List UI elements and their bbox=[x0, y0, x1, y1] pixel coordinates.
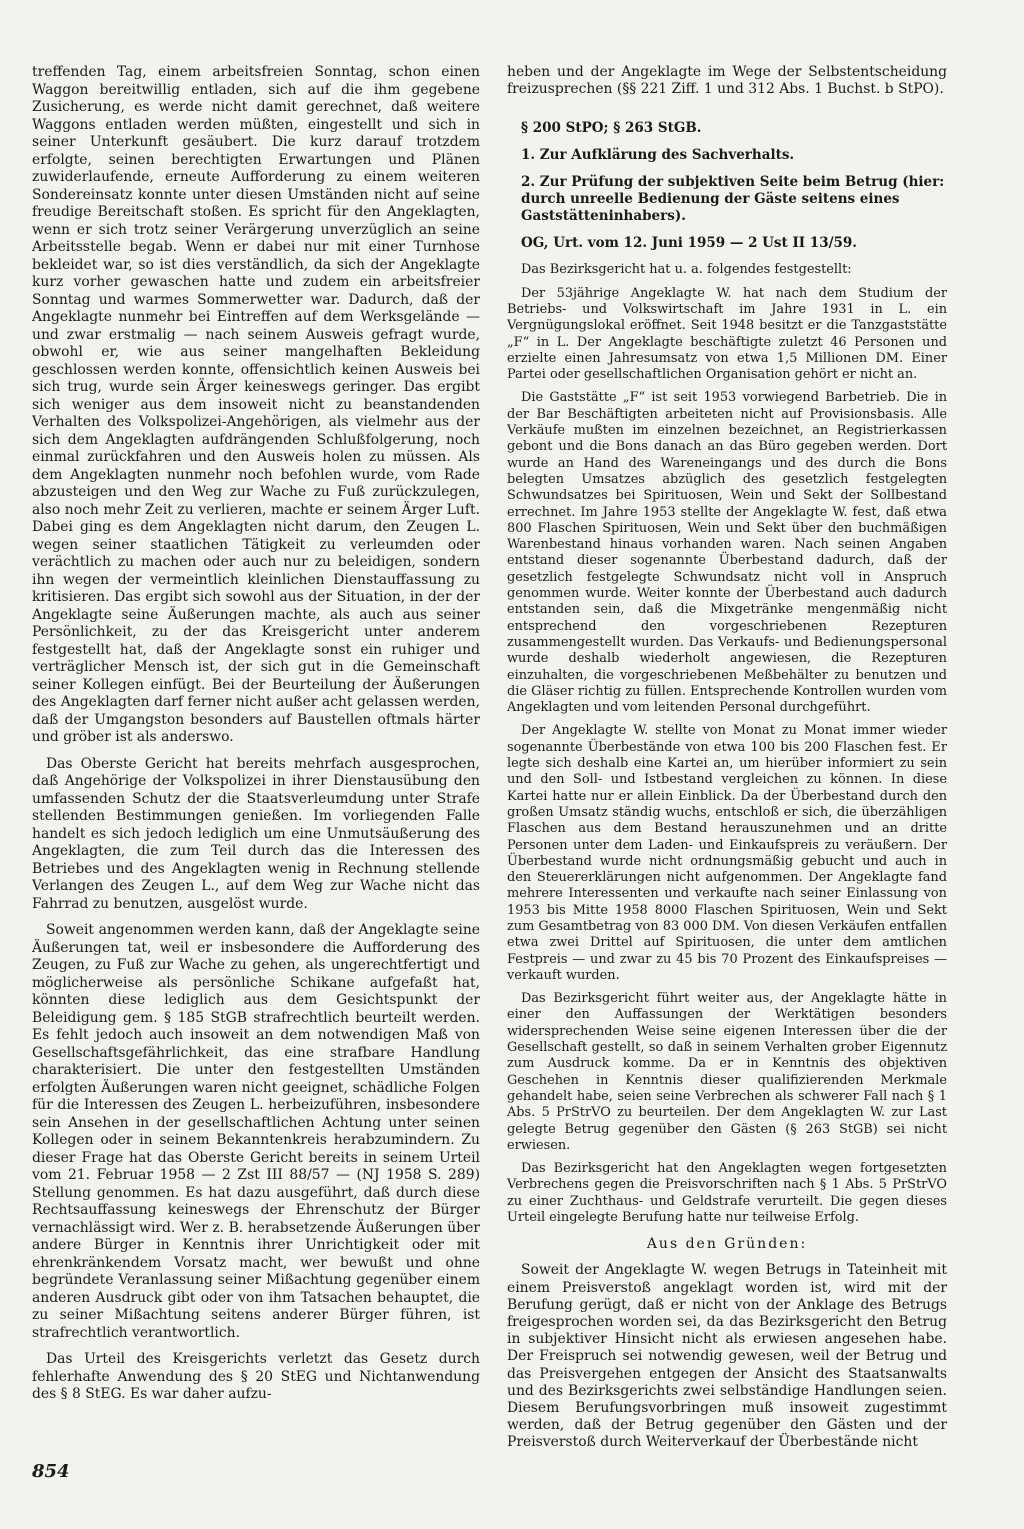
paragraph: Soweit angenommen werden kann, daß der Angeklagte seine Äußerungen tat, weil er insbesondere die Aufforderung des Zeugen, zu Fuß zur Wache zu gehen, als ungerechtfertigt und möglicherweise als persönliche Schikane aufgefaßt hat, könnten diese lediglich aus dem Gesichtspunkt der Beleidigung gem. § 185 StGB strafrechtlich beurteilt werden. Es fehlt jedoch auch insoweit an dem notwendigen Maß von Gesellschaftsgefährlichkeit, das eine strafbare Handlung charakterisiert. Die unter den festgestellten Umständen erfolgten Äußerungen waren nicht geeignet, schädliche Folgen für die Interessen des Zeugen L. herbeizuführen, insbesondere sein Ansehen in der gesellschaftlichen Achtung unter seinen Kollegen oder in seinem Bekanntenkreis herabzumindern. Zu dieser Frage hat das Oberste Gericht bereits in seinem Urteil vom 21. Februar 1958 — 2 Zst III 88/57 — (NJ 1958 S. 289) Stellung genommen. Es hat dazu ausgeführt, daß durch diese Rechtsauffassung keineswegs der Ehrenschutz der Bürger vernachlässigt wird. Wer z. B. herabsetzende Äußerungen über andere Bürger in Kenntnis ihrer Unrichtigkeit oder mit ehrenkränkendem Vorsatz macht, wer bewußt und ohne begründete Veranlassung seiner Mißachtung gegenüber einem anderen Ausdruck gibt oder von ihm Tatsachen behauptet, die zu seiner Mißachtung seitens anderer Bürger führen, ist strafrechtlich verantwortlich. bbox=[32, 922, 480, 1341]
facts-paragraph: Der Angeklagte W. stellte von Monat zu Monat immer wieder sogenannte Überbestände von etwa 100 bis 200 Flaschen fest. Er legte sich deshalb eine Kartei an, um hierüber informiert zu sein und den Soll- und Istbestand vergleichen zu können. In diese Kartei hatte nur er allein Einblick. Da der Überbestand durch den großen Umsatz ständig wuchs, entschloß er sich, die überzähligen Flaschen aus dem Bestand herauszunehmen und an dritte Personen unter dem Laden- und Einkaufspreis zu veräußern. Der Überbestand wurde nicht ordnungsmäßig gebucht und auch in den Steuererklärungen nicht aufgenommen. Der Angeklagte fand mehrere Interessenten und verkaufte nach seiner Einlassung von 1953 bis Mitte 1958 8000 Flaschen Spirituosen, Wein und Sekt zum Gesamtbetrag von 83 000 DM. Von diesen Verkäufen entfallen etwa zwei Drittel auf Spirituosen, die unter dem amtlichen Festpreis — und zwar zu 45 bis 70 Prozent des Einkaufspreises — verkauft wurden. bbox=[507, 723, 947, 983]
reasons-heading: Aus den Gründen: bbox=[646, 1236, 808, 1253]
facts-paragraph: Das Bezirksgericht hat u. a. folgendes festgestellt: bbox=[521, 262, 852, 278]
left-column bbox=[32, 64, 480, 1413]
court-citation: OG, Urt. vom 12. Juni 1959 — 2 Ust II 13/59. bbox=[521, 235, 858, 252]
paragraph: Das Oberste Gericht hat bereits mehrfach ausgesprochen, daß Angehörige der Volkspolizei in ihrer Dienstausübung den umfassenden Schutz der die Staatsverleumdung unter Strafe stellenden Bestimmungen genießen. Im vorliegenden Falle handelt es sich jedoch lediglich um eine Unmutsäußerung des Angeklagten, die zum Teil durch das die Interessen des Betriebes und des Angeklagten wenig in Rechnung stellende Verlangen des Zeugen L., auf dem Weg zur Wache nicht das Fahrrad zu benutzen, ausgelöst wurde. bbox=[32, 755, 480, 912]
page-number: 854 bbox=[32, 1461, 70, 1482]
statutes-heading: § 200 StPO; § 263 StGB. bbox=[521, 120, 702, 137]
headnote-point-2: 2. Zur Prüfung der subjektiven Seite beim Betrug (hier: durch unreelle Bedienung der Gäste seitens eines Gaststätteninhabers). bbox=[521, 174, 945, 225]
facts-paragraph: Das Bezirksgericht führt weiter aus, der Angeklagte hätte in einer den Auffassungen der Werktätigen besonders widersprechenden Weise seine eigenen Interessen über die der Gesellschaft gestellt, so daß in seinem Verhalten grober Eigennutz zum Ausdruck komme. Da er in Kenntnis des objektiven Geschehen in Kenntnis dieser qualifizierenden Merkmale gehandelt habe, seien seine Verbrechen als schwerer Fall nach § 1 Abs. 5 PrStrVO zu beurteilen. Der dem Angeklagten W. zur Last gelegte Betrug gegenüber den Gästen (§ 263 StGB) sei nicht erwiesen. bbox=[507, 991, 947, 1153]
paragraph: heben und der Angeklagte im Wege der Selbstentscheidung freizusprechen (§§ 221 Ziff. 1 und 312 Abs. 1 Buchst. b StPO). bbox=[507, 64, 947, 98]
paragraph: Das Urteil des Kreisgerichts verletzt das Gesetz durch fehlerhafte Anwendung des § 20 StEG und Nichtanwendung des § 8 StEG. Es war daher aufzu- bbox=[32, 1351, 480, 1402]
right-column bbox=[507, 64, 947, 1461]
facts-paragraph: Die Gaststätte „F“ ist seit 1953 vorwiegend Barbetrieb. Die in der Bar Beschäftigten arbeiteten nicht auf Provisionsbasis. Alle Verkäufe mußten im einzelnen bezeichnet, an Registrierkassen gebont und die Bons danach an das Büro gegeben werden. Dort wurde an Hand des Wareneingangs und des durch die Bons belegten Umsatzes abzüglich des gesetzlich festgelegten Schwundsatzes bei Spirituosen, Wein und Sekt der Sollbestand errechnet. Im Jahre 1953 stellte der Angeklagte W. fest, daß etwa 800 Flaschen Spirituosen, Wein und Sekt über den buchmäßigen Warenbestand hinaus vorhanden waren. Nach seinen Angaben entstand dieser sogenannte Überbestand dadurch, daß der gesetzlich festgelegte Schwundsatz nicht voll in Anspruch genommen wurde. Weiter konnte der Überbestand auch dadurch entstanden sein, daß die Mixgetränke mengenmäßig nicht entsprechend den vorgeschriebenen Rezepturen zusammengestellt wurden. Das Verkaufs- und Bedienungspersonal wurde deshalb wiederholt angewiesen, die Rezepturen einzuhalten, die vorgeschriebenen Meßbehälter zu benutzen und die Gläser richtig zu füllen. Entsprechende Kontrollen wurden vom Angeklagten und vom leitenden Personal durchgeführt. bbox=[507, 390, 947, 716]
reasons-paragraph: Soweit der Angeklagte W. wegen Betrugs in Tateinheit mit einem Preisverstoß angeklagt worden ist, wird mit der Berufung gerügt, daß er nicht von der Anklage des Betrugs freigesprochen worden sei, da das Bezirksgericht den Betrug in subjektiver Hinsicht nicht als erwiesen angesehen habe. Der Freispruch sei notwendig gewesen, weil der Betrug und das Preisvergehen entgegen der Ansicht des Staatsanwalts und des Bezirksgerichts zwei selbständige Handlungen seien. Diesem Berufungsvorbringen muß insoweit zugestimmt werden, daß der Betrug gegenüber den Gästen und der Preisverstoß durch Weiterverkauf der Überbestände nicht bbox=[507, 1262, 947, 1451]
facts-paragraph: Das Bezirksgericht hat den Angeklagten wegen fortgesetzten Verbrechens gegen die Preisvorschriften nach § 1 Abs. 5 PrStrVO zu einer Zuchthaus- und Geldstrafe verurteilt. Die gegen dieses Urteil eingelegte Berufung hatte nur teilweise Erfolg. bbox=[507, 1161, 947, 1226]
facts-paragraph: Der 53jährige Angeklagte W. hat nach dem Studium der Betriebs- und Volkswirtschaft im Jahre 1931 in L. ein Vergnügungslokal eröffnet. Seit 1948 besitzt er die Tanzgaststätte „F“ in L. Der Angeklagte beschäftigte zuletzt 46 Personen und erzielte einen Jahresumsatz von etwa 1,5 Millionen DM. Einer Partei oder gesellschaftlichen Organisation gehört er nicht an. bbox=[507, 285, 947, 383]
headnote-point-1: 1. Zur Aufklärung des Sachverhalts. bbox=[521, 147, 795, 164]
paragraph: treffenden Tag, einem arbeitsfreien Sonntag, schon einen Waggon bereitwillig entladen, sich auf die ihm gegebene Zusicherung, es werde nicht damit gerechnet, daß weitere Waggons entladen werden müßten, eingestellt und sich in seiner Unterkunft gesäubert. Die kurz darauf trotzdem erfolgte, seinen berechtigten Erwartungen und Plänen zuwiderlaufende, erneute Aufforderung zu einem weiteren Sondereinsatz konnte unter diesen Umständen nicht auf seine freudige Bereitschaft stoßen. Es spricht für den Angeklagten, wenn er sich trotz seiner Verärgerung unverzüglich an seine Arbeitsstelle begab. Wenn er dabei nur mit einer Turnhose bekleidet war, so ist dies verständlich, da sich der Angeklagte kurz vorher gewaschen hatte und zudem ein arbeitsfreier Sonntag und warmes Sommerwetter war. Dadurch, daß der Angeklagte nunmehr bei Eintreffen auf dem Werksgelände — und zwar erstmalig — nach seinem Ausweis gefragt wurde, obwohl er, wie aus seiner mangelhaften Bekleidung geschlossen werden konnte, offensichtlich keinen Ausweis bei sich trug, wurde sein Ärger keineswegs geringer. Das ergibt sich weniger aus dem insoweit nicht zu beanstandenden Verhalten des Volkspolizei-Angehörigen, als vielmehr aus der sich dem Angeklagten aufdrängenden Schlußfolgerung, noch einmal zurückfahren und den Ausweis holen zu müssen. Als dem Angeklagten nunmehr noch befohlen wurde, vom Rade abzusteigen und den Weg zur Wache zu Fuß zurückzulegen, also noch mehr Zeit zu verlieren, machte er seinem Ärger Luft. Dabei ging es dem Angeklagten nicht darum, den Zeugen L. wegen seiner staatlichen Tätigkeit zu verleumden oder verächtlich zu machen oder auch nur zu beleidigen, sondern ihn wegen der vermeintlich kleinlichen Dienstauffassung zu kritisieren. Das ergibt sich sowohl aus der Situation, in der der Angeklagte seine Äußerungen machte, als auch aus seiner Persönlichkeit, zu der das Kreisgericht unter anderem festgestellt hat, daß der Angeklagte sonst ein ruhiger und verträglicher Mensch ist, der sich gut in die Gemeinschaft seiner Kollegen einfügt. Bei der Beurteilung der Äußerungen des Angeklagten darf ferner nicht außer acht gelassen werden, daß der Umgangston besonders auf Baustellen oftmals härter und gröber ist als anderswo. bbox=[32, 64, 480, 745]
